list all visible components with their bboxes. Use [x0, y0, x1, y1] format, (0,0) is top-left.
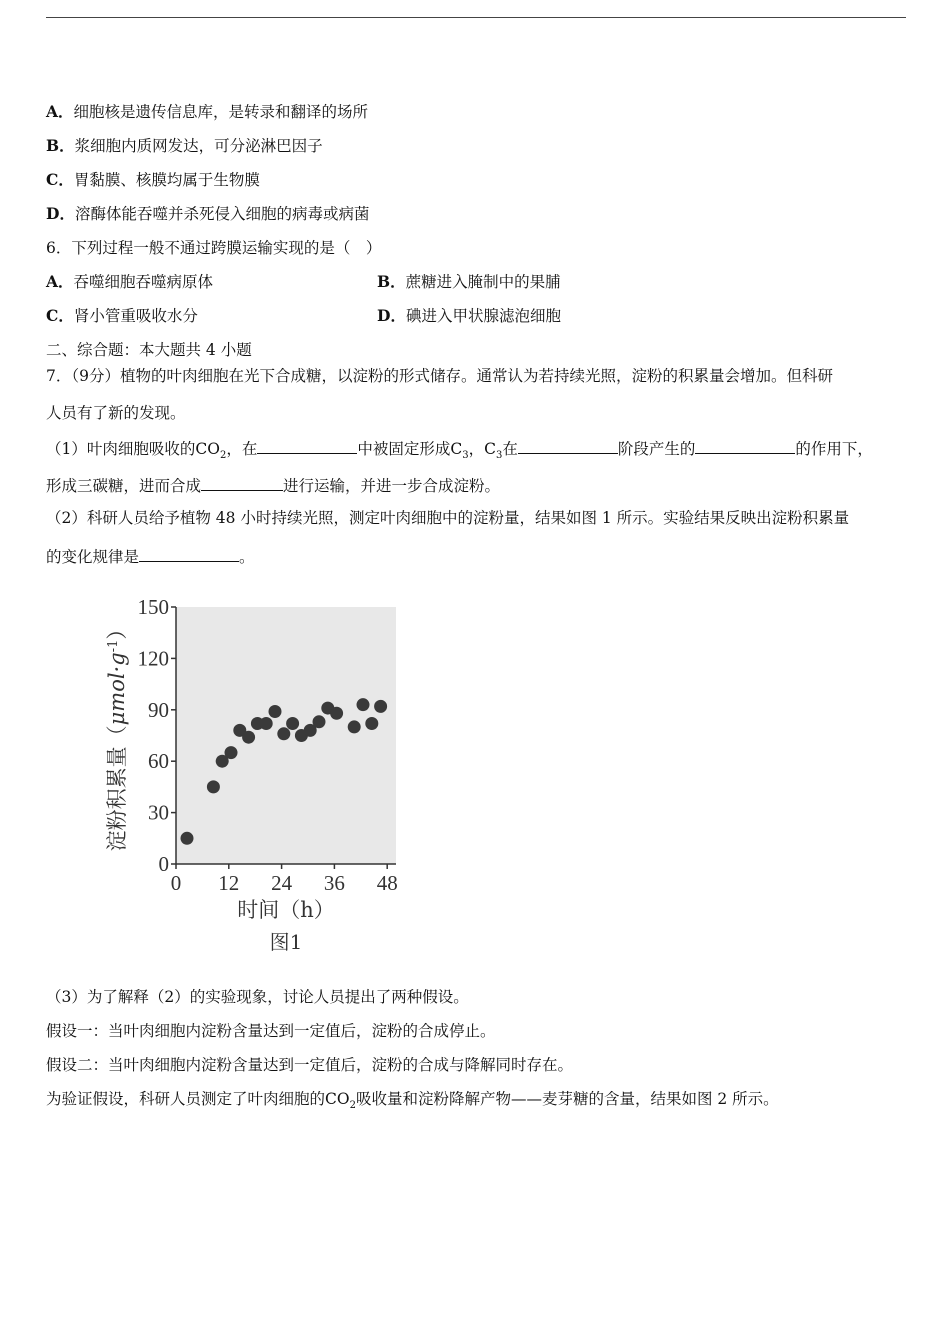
data-point [374, 700, 387, 713]
figure-caption: 图1 [269, 930, 303, 954]
q5-option-d [46, 204, 369, 224]
data-point [357, 698, 370, 711]
option-text: 吞噬细胞吞噬病原体 [73, 273, 214, 291]
y-tick-label: 150 [137, 595, 169, 619]
verification-text [46, 1089, 779, 1116]
subscript: 2 [349, 1100, 356, 1112]
text-segment: ，C [468, 440, 496, 458]
q6-option-b [377, 272, 561, 292]
option-letter: D． [46, 204, 75, 223]
y-tick-label: 90 [148, 697, 169, 722]
x-tick-label: 36 [323, 871, 345, 895]
q5-option-a [46, 102, 368, 122]
answer-blank[interactable] [518, 437, 618, 454]
text-segment: 为验证假设，科研人员测定了叶肉细胞的CO [46, 1090, 350, 1108]
option-text: 胃黏膜、核膜均属于生物膜 [73, 171, 260, 189]
data-point [269, 705, 282, 718]
option-letter: B． [377, 272, 406, 291]
data-point [207, 780, 220, 793]
answer-blank[interactable] [139, 545, 239, 562]
section-heading: 二、综合题：本大题共 4 小题 [46, 341, 252, 359]
x-tick-label: 0 [170, 871, 182, 895]
q7-part1-line2 [46, 474, 500, 496]
option-letter: B． [46, 136, 75, 155]
option-letter: C． [46, 306, 74, 325]
x-tick-label: 48 [376, 871, 398, 895]
text-segment: 。 [239, 548, 255, 566]
text-segment: 在 [502, 440, 518, 458]
q6-option-a [46, 272, 213, 292]
subscript: 3 [495, 450, 503, 462]
x-tick-label: 12 [218, 871, 240, 895]
q6-option-d [377, 306, 561, 326]
text-segment: （1）叶肉细胞吸收的CO [46, 440, 220, 458]
option-text: 溶酶体能吞噬并杀死侵入细胞的病毒或病菌 [74, 205, 370, 223]
answer-blank[interactable] [201, 474, 283, 491]
text-segment: 形成三碳糖，进而合成 [46, 477, 202, 495]
option-letter: C． [46, 170, 74, 189]
y-tick-label: 60 [148, 749, 169, 774]
q7-stem-line2: 人员有了新的发现。 [46, 404, 186, 422]
text-segment: 的作用下， [795, 440, 873, 458]
hypothesis-2: 假设二：当叶肉细胞内淀粉含量达到一定值后，淀粉的合成与降解同时存在。 [46, 1056, 574, 1074]
text-segment: 进行运输，并进一步合成淀粉。 [283, 477, 501, 495]
data-point [313, 715, 326, 728]
answer-blank[interactable] [257, 437, 357, 454]
q7-part2-line2 [46, 545, 255, 567]
q7-part3: （3）为了解释（2）的实验现象，讨论人员提出了两种假设。 [46, 988, 469, 1006]
text-segment: 中被固定形成C [357, 440, 463, 458]
text-segment: 的变化规律是 [46, 548, 140, 566]
option-text: 细胞核是遗传信息库，是转录和翻译的场所 [73, 103, 369, 121]
option-text: 碘进入甲状腺滤泡细胞 [405, 307, 561, 325]
option-letter: D． [377, 306, 406, 325]
q5-option-b [46, 136, 323, 156]
text-segment: 阶段产生的 [617, 440, 696, 458]
q7-part1-line1 [46, 437, 873, 466]
data-point [242, 731, 255, 744]
option-text: 浆细胞内质网发达，可分泌淋巴因子 [74, 137, 323, 155]
q6-stem: 6．下列过程一般不通过跨膜运输实现的是（ ） [46, 239, 382, 257]
q7-stem-line1: 7．（9分）植物的叶肉细胞在光下合成糖，以淀粉的形式储存。通常认为若持续光照，淀粉的积累量会增加。但科研 [46, 367, 833, 385]
y-tick-label: 120 [137, 646, 169, 671]
q5-option-c [46, 170, 260, 190]
y-axis-title: 淀粉积累量$(\mu mol\cdot g^{-1})$ [105, 618, 129, 852]
hypothesis-1: 假设一：当叶肉细胞内淀粉含量达到一定值后，淀粉的合成停止。 [46, 1022, 496, 1040]
x-axis-title: 时间（h） [237, 898, 335, 922]
option-letter: A． [46, 272, 74, 291]
subscript: 3 [462, 450, 469, 462]
option-text: 蔗糖进入腌制中的果脯 [405, 273, 561, 291]
y-tick-label: 0 [158, 852, 169, 876]
answer-blank[interactable] [695, 437, 795, 454]
data-point [286, 717, 299, 730]
option-letter: A． [46, 102, 74, 121]
data-point [277, 727, 290, 740]
text-segment: 吸收量和淀粉降解产物——麦芽糖的含量，结果如图 2 所示。 [355, 1090, 779, 1108]
data-point [181, 832, 194, 845]
figure-1-chart [90, 585, 430, 960]
text-segment: ，在 [226, 440, 258, 458]
x-tick-label: 24 [271, 871, 293, 895]
data-point [365, 717, 378, 730]
y-tick-label: 30 [148, 800, 169, 825]
data-point [225, 746, 238, 759]
q6-option-c [46, 306, 198, 326]
x-ticks [171, 864, 398, 895]
y-ticks [138, 595, 177, 876]
q7-part2-line1: （2）科研人员给予植物 48 小时持续光照，测定叶肉细胞中的淀粉量，结果如图 1 所示。实验结果反映出淀粉积累量 [46, 509, 850, 527]
data-point [348, 720, 361, 733]
data-point [260, 717, 273, 730]
option-text: 肾小管重吸收水分 [73, 307, 198, 325]
subscript: 2 [219, 450, 227, 462]
data-point [330, 707, 343, 720]
header-rule [46, 17, 906, 18]
